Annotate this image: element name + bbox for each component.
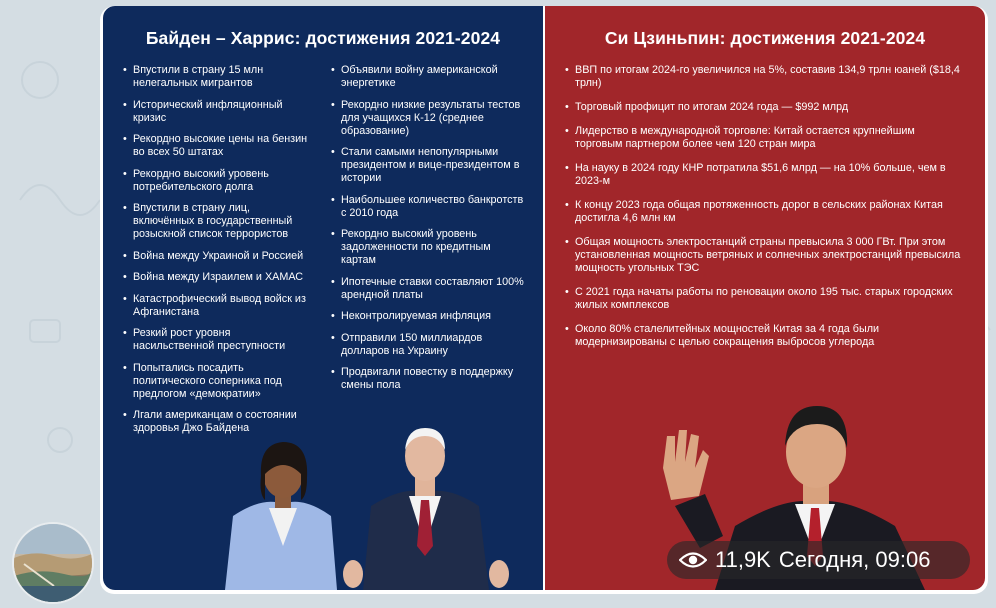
landscape-photo bbox=[14, 524, 92, 602]
list-item: • Война между Израилем и ХАМАС bbox=[123, 271, 313, 284]
list-item: • Резкий рост уровня насильственной преступности bbox=[123, 327, 313, 353]
list-item: • Ипотечные ставки составляют 100% арендной платы bbox=[331, 276, 527, 302]
man-figure bbox=[343, 428, 509, 590]
list-item: • Война между Украиной и Россией bbox=[123, 250, 313, 263]
achievements-list-col1 bbox=[123, 64, 313, 444]
list-item: • Попытались посадить политического соперника под предлогом «демократии» bbox=[123, 362, 313, 401]
list-item: • Рекордно высокие цены на бензин во всех 50 штатах bbox=[123, 133, 313, 159]
list-item: • Рекордно высокий уровень задолженности по кредитным картам bbox=[331, 228, 527, 267]
list-item: • Впустили в страну 15 млн нелегальных мигрантов bbox=[123, 64, 313, 90]
list-item: • ВВП по итогам 2024-го увеличился на 5%, составив 134,9 трлн юаней ($18,4 трлн) bbox=[565, 64, 965, 90]
list-item: • Около 80% сталелитейных мощностей Китая за 4 года были модернизированы с целью сокращения выбросов углерода bbox=[565, 323, 965, 349]
list-item: • Продвигали повестку в поддержку смены пола bbox=[331, 366, 527, 392]
list-item: • На науку в 2024 году КНР потратила $51,6 млрд — на 10% больше, чем в 2023-м bbox=[565, 162, 965, 188]
list-item: • Рекордно высокий уровень потребительского долга bbox=[123, 168, 313, 194]
biden-harris-panel bbox=[103, 6, 543, 590]
achievements-list-col2 bbox=[331, 64, 527, 401]
list-item: • Общая мощность электростанций страны превысила 3 000 ГВт. При этом установленная мощность ветряных и солнечных электростанций превысила мощность угольных ТЭС bbox=[565, 236, 965, 275]
list-item: • Наибольшее количество банкротств с 2010 года bbox=[331, 194, 527, 220]
list-item: • Лидерство в международной торговле: Китай остается крупнейшим торговым партнером более чем 120 стран мира bbox=[565, 125, 965, 151]
list-item: • Рекордно низкие результаты тестов для учащихся К-12 (среднее образование) bbox=[331, 99, 527, 138]
view-count: 11,9K bbox=[715, 547, 771, 572]
list-item: • Неконтролируемая инфляция bbox=[331, 310, 527, 323]
timestamp: Сегодня, 09:06 bbox=[778, 547, 931, 572]
list-item: • Исторический инфляционный кризис bbox=[123, 99, 313, 125]
achievements-list bbox=[565, 64, 965, 360]
eye-icon bbox=[679, 551, 707, 569]
list-item: • Катастрофический вывод войск из Афганистана bbox=[123, 293, 313, 319]
list-item: • Торговый профицит по итогам 2024 года — $992 млрд bbox=[565, 101, 965, 114]
list-item: • Объявили войну американской энергетике bbox=[331, 64, 527, 90]
list-item: • Отправили 150 миллиардов долларов на Украину bbox=[331, 332, 527, 358]
list-item: • К концу 2023 года общая протяженность дорог в сельских районах Китая достигла 4,6 млн км bbox=[565, 199, 965, 225]
woman-figure bbox=[225, 442, 337, 590]
list-item: • С 2021 года начаты работы по реновации около 195 тыс. старых городских жилых комплексов bbox=[565, 286, 965, 312]
list-item: • Стали самыми непопулярными президентом и вице-президентом в истории bbox=[331, 146, 527, 185]
panel-title: Си Цзиньпин: достижения 2021-2024 bbox=[604, 28, 926, 48]
message-meta-pill bbox=[667, 541, 970, 579]
list-item: • Лгали американцам о состоянии здоровья Джо Байдена bbox=[123, 409, 313, 435]
channel-avatar[interactable] bbox=[12, 522, 94, 604]
list-item: • Впустили в страну лиц, включённых в государственный розыскной список террористов bbox=[123, 202, 313, 241]
politicians-photo bbox=[203, 396, 523, 590]
xi-jinping-panel bbox=[545, 6, 985, 590]
panel-title: Байден – Харрис: достижения 2021-2024 bbox=[145, 28, 501, 48]
